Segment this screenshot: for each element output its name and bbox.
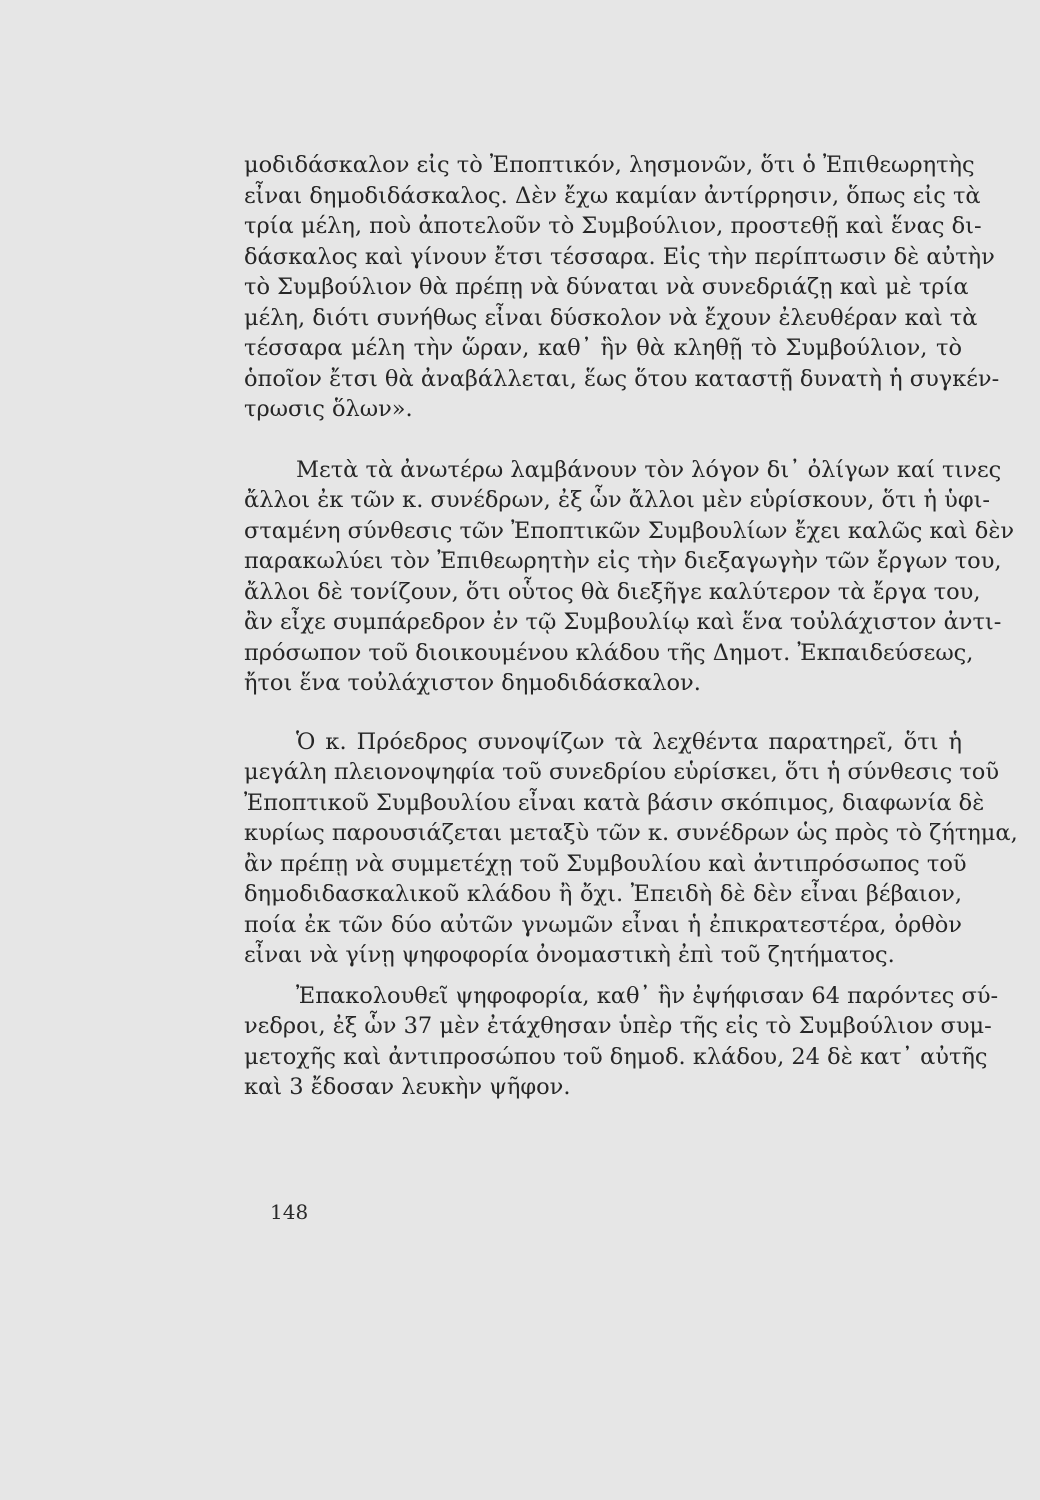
text-line: τρωσις ὅλων». [244,396,413,422]
text-line: εἶναι δημοδιδάσκαλος. Δὲν ἔχω καμίαν ἀντίρρησιν, ὅπως εἰς τὰ [244,182,981,209]
body-text [244,150,1018,1103]
text-line: πρόσωπον τοῦ διοικουμένου κλάδου τῆς Δημοτ. Ἐκπαιδεύσεως, [244,639,974,666]
text-line: ἂν πρέπῃ νὰ συμμετέχῃ τοῦ Συμβουλίου καὶ ἀντιπρόσωπος τοῦ [244,850,967,877]
text-line: δάσκαλος καὶ γίνουν ἔτσι τέσσαρα. Εἰς τὴν περίπτωσιν δὲ αὐτὴν [244,243,995,270]
text-line: σταμένη σύνθεσις τῶν Ἐποπτικῶν Συμβουλίων ἔχει καλῶς καὶ δὲν [244,517,1015,544]
text-line: νεδροι, ἐξ ὧν 37 μὲν ἐτάχθησαν ὑπὲρ τῆς εἰς τὸ Συμβούλιον συμ- [244,1013,992,1039]
text-line: τὸ Συμβούλιον θὰ πρέπῃ νὰ δύναται νὰ συνεδριάζῃ καὶ μὲ τρία [244,274,969,300]
text-line: Μετὰ τὰ ἀνωτέρω λαμβάνουν τὸν λόγον δι᾽ ὀλίγων καί τινες [296,456,1002,483]
paragraph-2 [244,455,1015,699]
paragraph-4 [244,981,999,1103]
text-line: μετοχῆς καὶ ἀντιπροσώπου τοῦ δημοδ. κλάδου, 24 δὲ κατ᾽ αὐτῆς [244,1043,988,1070]
text-line: εἶναι νὰ γίνῃ ψηφοφορία ὀνομαστικὴ ἐπὶ τοῦ ζητήματος. [244,942,895,968]
text-line: μοδιδάσκαλον εἰς τὸ Ἐποπτικόν, λησμονῶν, ὅτι ὁ Ἐπιθεωρητὴς [244,152,975,178]
text-line: Ἐποπτικοῦ Συμβουλίου εἶναι κατὰ βάσιν σκόπιμος, διαφωνία δὲ [244,789,985,816]
text-line: καὶ 3 ἔδοσαν λευκὴν ψῆφον. [244,1074,571,1100]
text-line: ὁποῖον ἔτσι θὰ ἀναβάλλεται, ἕως ὅτου καταστῇ δυνατὴ ἡ συγκέν- [244,365,1000,392]
paragraph-1 [244,150,1000,425]
text-line: ἂν εἶχε συμπάρεδρον ἐν τῷ Συμβουλίῳ καὶ ἕνα τοὐλάχιστον ἀντι- [244,609,1002,635]
text-line: Ἐπακολουθεῖ ψηφοφορία, καθ᾽ ἣν ἐψήφισαν 64 παρόντες σύ- [296,982,999,1009]
text-line: παρακωλύει τὸν Ἐπιθεωρητὴν εἰς τὴν διεξαγωγὴν τῶν ἔργων του, [244,548,1002,574]
paragraph-3 [244,727,1018,971]
text-line: ἤτοι ἕνα τοὐλάχιστον δημοδιδάσκαλον. [244,670,701,696]
text-line: ἄλλοι δὲ τονίζουν, ὅτι οὗτος θὰ διεξῆγε καλύτερον τὰ ἔργα του, [244,578,981,605]
text-line: μεγάλη πλειονοψηφία τοῦ συνεδρίου εὑρίσκει, ὅτι ἡ σύνθεσις τοῦ [244,759,1000,785]
text-line: μέλη, διότι συνήθως εἶναι δύσκολον νὰ ἔχουν ἐλευθέραν καὶ τὰ [244,304,978,331]
text-line: Ὁ κ. Πρόεδρος συνοψίζων τὰ λεχθέντα παρατηρεῖ, ὅτι ἡ [296,728,962,755]
text-line: δημοδιδασκαλικοῦ κλάδου ἢ ὄχι. Ἐπειδὴ δὲ δὲν εἶναι βέβαιον, [244,881,962,907]
text-line: τέσσαρα μέλη τὴν ὥραν, καθ᾽ ἣν θὰ κληθῇ τὸ Συμβούλιον, τὸ [244,335,962,361]
text-line: κυρίως παρουσιάζεται μεταξὺ τῶν κ. συνέδρων ὡς πρὸς τὸ ζήτημα, [244,820,1018,846]
text-line: ἄλλοι ἐκ τῶν κ. συνέδρων, ἐξ ὧν ἄλλοι μὲν εὑρίσκουν, ὅτι ἡ ὑφι- [244,487,991,513]
text-line: τρία μέλη, ποὺ ἀποτελοῦν τὸ Συμβούλιον, προστεθῇ καὶ ἕνας δι- [244,213,982,239]
text-line: ποία ἐκ τῶν δύο αὐτῶν γνωμῶν εἶναι ἡ ἐπικρατεστέρα, ὀρθὸν [244,911,962,938]
page-number: 148 [270,1200,309,1224]
